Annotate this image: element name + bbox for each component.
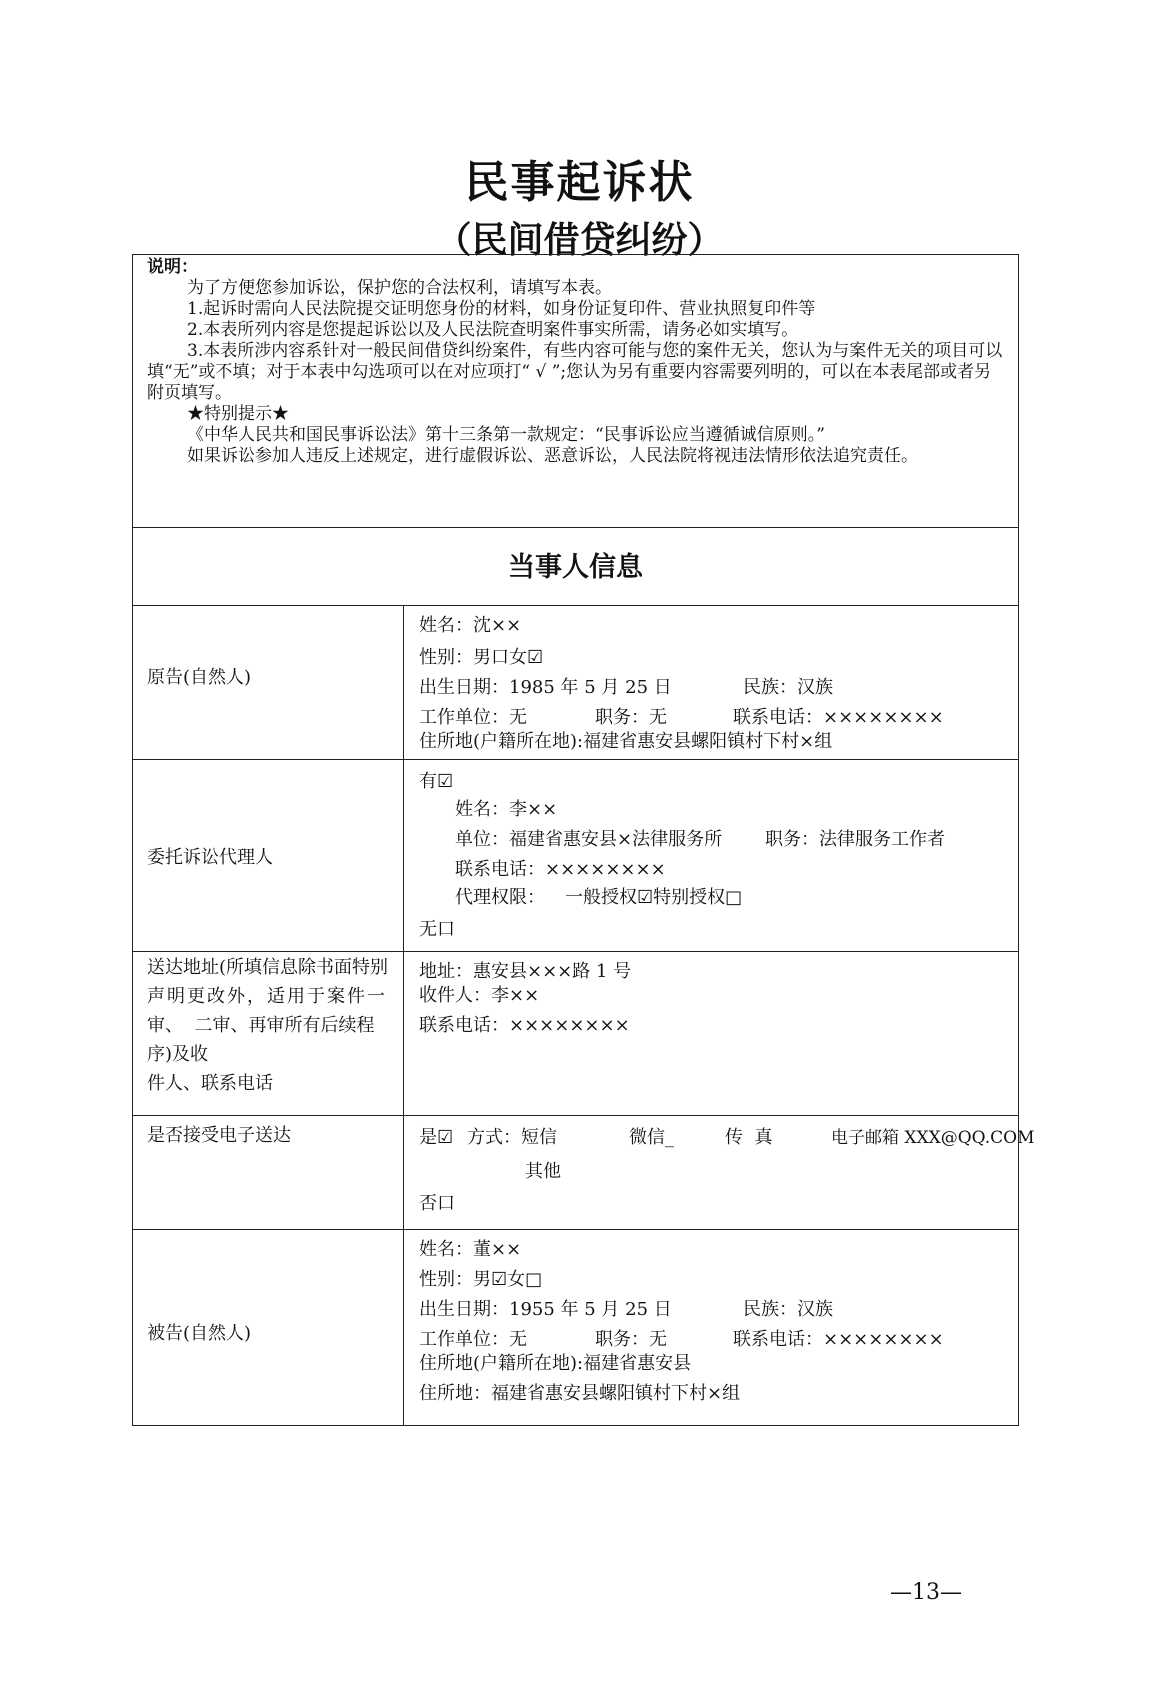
delivery-address: 地址：惠安县×××路 1 号 <box>419 961 632 982</box>
agent-name: 姓名：李×× <box>455 799 558 820</box>
electronic-other: 其他 <box>525 1161 561 1182</box>
instructions-item-3: 3.本表所涉内容系针对一般民间借贷纠纷案件，有些内容可能与您的案件无关，您认为与案件无关的项目可以填“无”或不填；对于本表中勾选项可以在对应项打“ √ ”;您认为另有重要内容需要列明的，可以在本表尾部或者另附页填写。 <box>147 341 1003 403</box>
agent-no: 无口 <box>419 919 455 940</box>
instructions-item-1: 1.起诉时需向人民法院提交证明您身份的材料，如身份证复印件、营业执照复印件等 <box>187 299 816 319</box>
section-title: 当事人信息 <box>508 552 643 583</box>
defendant-work: 工作单位：无 <box>419 1329 527 1350</box>
plaintiff-ethnic: 民族：汉族 <box>743 677 833 698</box>
electronic-method: 方式：短信 <box>467 1127 557 1148</box>
delivery-label-line-1: 送达地址(所填信息除书面特别 <box>147 957 389 978</box>
electronic-no: 否口 <box>419 1193 455 1214</box>
divider <box>133 951 1018 952</box>
electronic-label: 是否接受电子送达 <box>147 1125 291 1146</box>
defendant-ethnic: 民族：汉族 <box>743 1299 833 1320</box>
instructions-heading: 说明： <box>147 257 198 277</box>
plaintiff-label: 原告(自然人) <box>147 667 252 688</box>
legal-warning: 如果诉讼参加人违反上述规定，进行虚假诉讼、恶意诉讼，人民法院将视违法情形依法追究责任。 <box>187 446 918 466</box>
document-title: 民事起诉状 <box>464 157 695 208</box>
defendant-label: 被告(自然人) <box>147 1323 252 1344</box>
defendant-birth: 出生日期：1955 年 5 月 25 日 <box>419 1299 672 1320</box>
delivery-label <box>147 953 399 1098</box>
delivery-label-line-3: 审、 二审、再审所有后续程 <box>147 1015 375 1036</box>
agent-unit: 单位：福建省惠安县×法律服务所 <box>455 829 723 850</box>
agent-authority-label: 代理权限： <box>455 887 545 908</box>
divider <box>133 527 1018 528</box>
delivery-label-line-4: 序)及收 <box>147 1044 209 1065</box>
instructions-item-2: 2.本表所列内容是您提起诉讼以及人民法院查明案件事实所需，请务必如实填写。 <box>187 320 799 340</box>
delivery-phone: 联系电话：×××××××× <box>419 1015 630 1036</box>
plaintiff-phone: 联系电话：×××××××× <box>733 707 944 728</box>
agent-phone: 联系电话：×××××××× <box>455 859 666 880</box>
divider <box>133 759 1018 760</box>
special-notice: ★特别提示★ <box>187 404 289 424</box>
page-number: —13— <box>890 1580 962 1605</box>
instructions-intro: 为了方便您参加诉讼，保护您的合法权利，请填写本表。 <box>187 278 612 298</box>
electronic-yes: 是☑ <box>419 1127 454 1148</box>
electronic-fax: 传 真 <box>725 1127 773 1148</box>
agent-yes: 有☑ <box>419 771 454 792</box>
agent-authority: 一般授权☑特别授权□ <box>565 887 743 908</box>
electronic-email: 电子邮箱 XXX@QQ.COM <box>831 1128 1035 1148</box>
delivery-label-line-5: 件人、联系电话 <box>147 1073 273 1094</box>
plaintiff-address: 住所地(户籍所在地):福建省惠安县螺阳镇村下村×组 <box>419 731 833 752</box>
defendant-name: 姓名：董×× <box>419 1239 522 1260</box>
defendant-address: 住所地：福建省惠安县螺阳镇村下村×组 <box>419 1383 741 1404</box>
document-subtitle: （民间借贷纠纷） <box>435 219 724 261</box>
complaint-form-table <box>132 254 1035 1426</box>
plaintiff-name: 姓名：沈×× <box>419 615 522 636</box>
divider <box>133 1229 1018 1230</box>
agent-post: 职务：法律服务工作者 <box>765 829 945 850</box>
defendant-post: 职务：无 <box>595 1329 667 1350</box>
delivery-receiver: 收件人：李×× <box>419 985 540 1006</box>
defendant-gender: 性别：男☑女□ <box>419 1269 543 1290</box>
electronic-wechat: 微信_ <box>629 1127 674 1148</box>
column-divider <box>403 605 404 1425</box>
divider <box>133 605 1018 606</box>
agent-label: 委托诉讼代理人 <box>147 847 273 868</box>
plaintiff-post: 职务：无 <box>595 707 667 728</box>
delivery-label-line-2: 声明更改外，适用于案件一 <box>147 986 387 1007</box>
plaintiff-birth: 出生日期：1985 年 5 月 25 日 <box>419 677 672 698</box>
defendant-hukou: 住所地(户籍所在地):福建省惠安县 <box>419 1353 692 1374</box>
instructions <box>147 257 1007 467</box>
law-quote: 《中华人民共和国民事诉讼法》第十三条第一款规定：“民事诉讼应当遵循诚信原则。” <box>187 425 825 445</box>
defendant-phone: 联系电话：×××××××× <box>733 1329 944 1350</box>
plaintiff-gender: 性别：男口女☑ <box>419 647 544 668</box>
plaintiff-work: 工作单位：无 <box>419 707 527 728</box>
divider <box>133 1115 1018 1116</box>
